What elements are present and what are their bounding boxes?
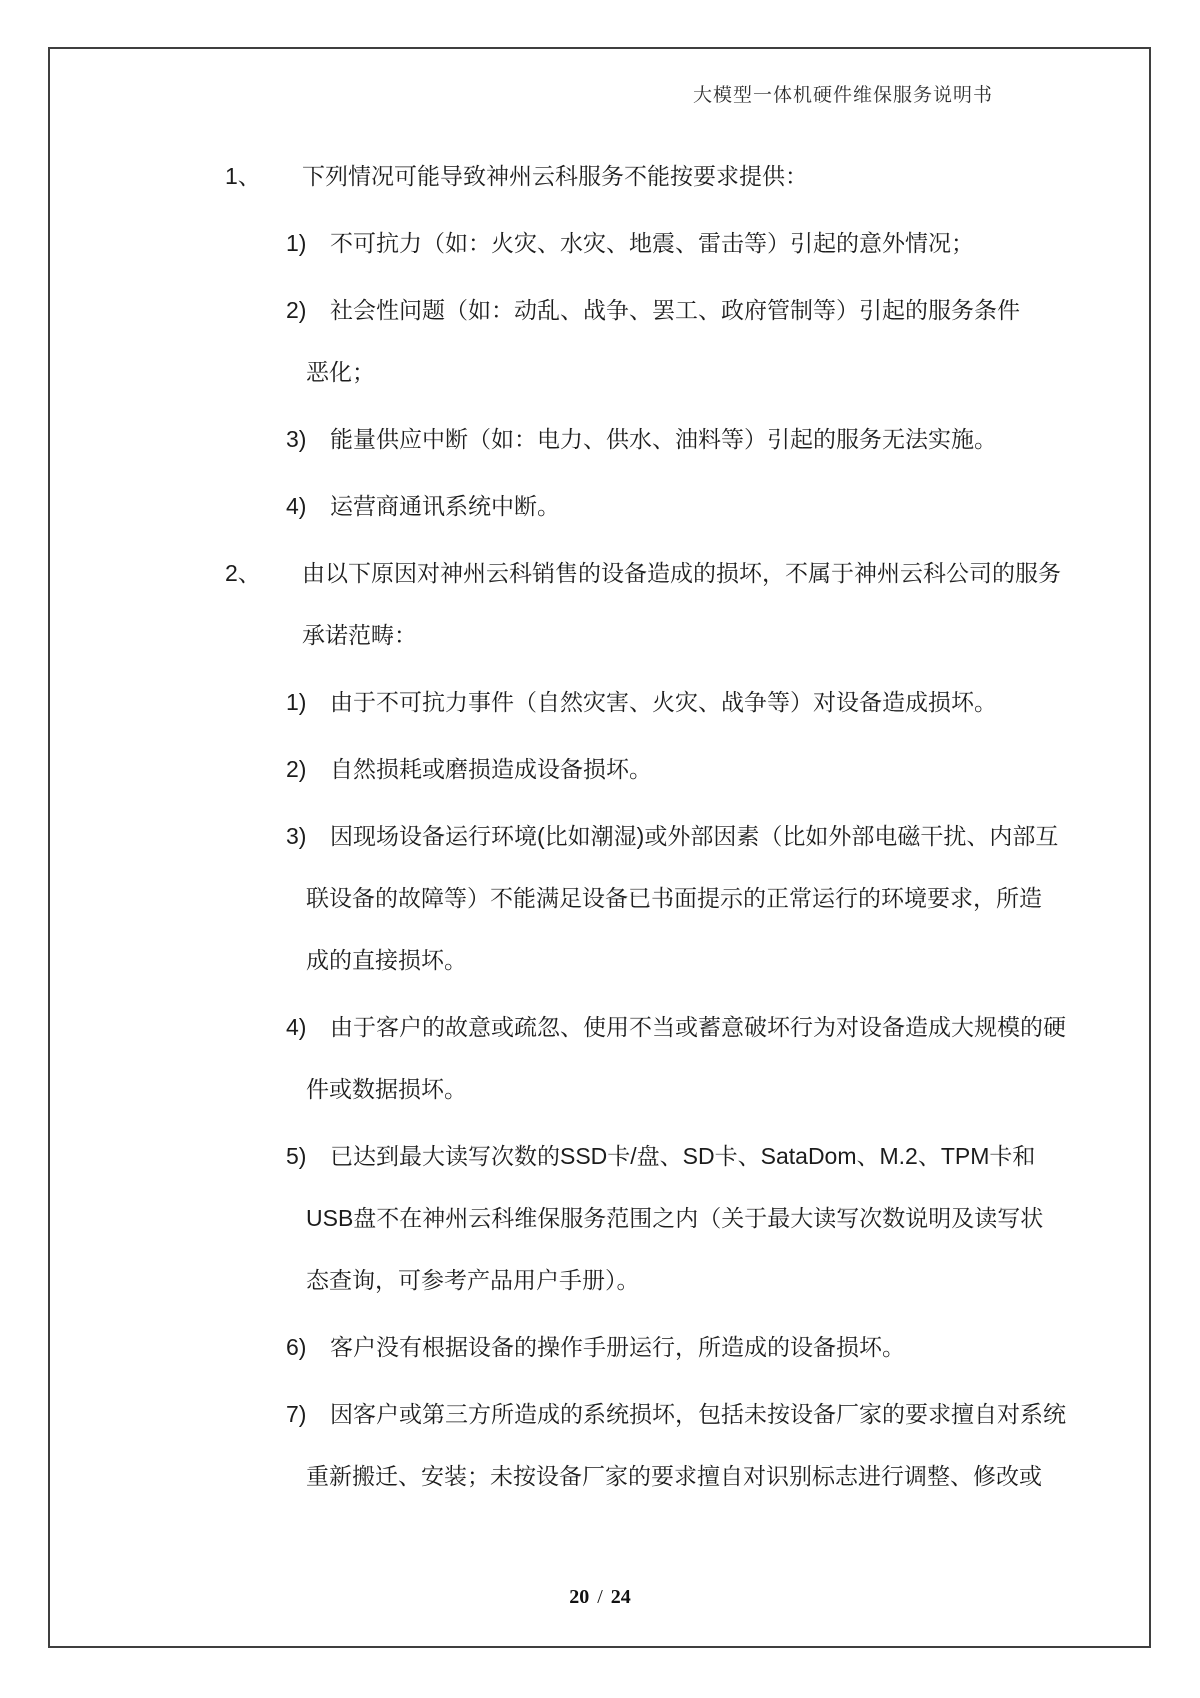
list-item-line [0,279,1200,341]
list-item-text: 不可抗力（如：火灾、水灾、地震、雷击等）引起的意外情况； [330,230,974,256]
section-title [0,145,1200,207]
list-item-text: 运营商通讯系统中断。 [330,493,560,519]
list-item-text: 社会性问题（如：动乱、战争、罢工、政府管制等）引起的服务条件 [330,297,1020,323]
list-item [0,475,1200,537]
list-item-line [0,1316,1200,1378]
list-item-number: 4) [286,493,307,519]
list-item-line [0,212,1200,274]
list-item-line [0,805,1200,867]
list-item-text: 已达到最大读写次数的SSD卡/盘、SD卡、SataDom、M.2、TPM卡和 [330,1143,1036,1169]
list-item-continuation: 成的直接损坏。 [306,947,467,973]
page-number [0,1586,1200,1609]
list-item-continuation: 件或数据损坏。 [306,1076,467,1102]
list-item [0,805,1200,991]
list-item-number: 5) [286,1143,307,1169]
list-item-number: 3) [286,426,307,452]
list-item-number: 7) [286,1401,307,1427]
list-item-continuation: USB盘不在神州云科维保服务范围之内（关于最大读写次数说明及读写状 [306,1205,1044,1231]
section-title-text: 下列情况可能导致神州云科服务不能按要求提供： [302,163,808,189]
list-item-line [0,671,1200,733]
list-item-text: 由于不可抗力事件（自然灾害、火灾、战争等）对设备造成损坏。 [330,689,997,715]
list-item-line [0,1125,1200,1187]
section-title-line [0,542,1200,604]
list-item-text: 能量供应中断（如：电力、供水、油料等）引起的服务无法实施。 [330,426,997,452]
section-title [0,542,1200,666]
list-item [0,279,1200,403]
list-item-line [0,1383,1200,1445]
list-item-continuation: 恶化； [306,359,375,385]
page-number-total: 24 [610,1586,631,1608]
list-item [0,738,1200,800]
section-title-continuation: 承诺范畴： [302,622,417,648]
list-item-line [0,408,1200,470]
list-item-text: 客户没有根据设备的操作手册运行，所造成的设备损坏。 [330,1334,905,1360]
page-number-separator: / [597,1586,603,1608]
list-item-number: 2) [286,756,307,782]
section [0,145,1200,537]
list-item-number: 2) [286,297,307,323]
list-item [0,1125,1200,1311]
section [0,542,1200,1507]
list-item [0,408,1200,470]
page-number-current: 20 [569,1586,590,1608]
content-area [0,140,1200,1507]
list-item [0,996,1200,1120]
list-item [0,1316,1200,1378]
list-item-line [0,996,1200,1058]
list-item-line [0,475,1200,537]
list-item [0,212,1200,274]
list-item [0,1383,1200,1507]
list-item [0,671,1200,733]
list-item-text: 因现场设备运行环境(比如潮湿)或外部因素（比如外部电磁干扰、内部互 [330,823,1059,849]
list-item-continuation: 联设备的故障等）不能满足设备已书面提示的正常运行的环境要求，所造 [306,885,1042,911]
list-item-text: 由于客户的故意或疏忽、使用不当或蓄意破坏行为对设备造成大规模的硬 [330,1014,1066,1040]
list-item-number: 1) [286,689,307,715]
list-item-continuation: 重新搬迁、安装；未按设备厂家的要求擅自对识别标志进行调整、修改或 [306,1463,1042,1489]
section-title-line [0,145,1200,207]
page-header-title: 大模型一体机硬件维保服务说明书 [692,85,993,106]
list-item-line [0,738,1200,800]
section-title-text: 由以下原因对神州云科销售的设备造成的损坏，不属于神州云科公司的服务 [302,560,1061,586]
list-item-number: 4) [286,1014,307,1040]
section-number: 2、 [225,560,261,586]
list-item-number: 1) [286,230,307,256]
list-item-number: 6) [286,1334,307,1360]
list-item-text: 自然损耗或磨损造成设备损坏。 [330,756,652,782]
section-number: 1、 [225,163,261,189]
list-item-continuation: 态查询，可参考产品用户手册）。 [306,1267,640,1293]
list-item-text: 因客户或第三方所造成的系统损坏，包括未按设备厂家的要求擅自对系统 [330,1401,1066,1427]
list-item-number: 3) [286,823,307,849]
